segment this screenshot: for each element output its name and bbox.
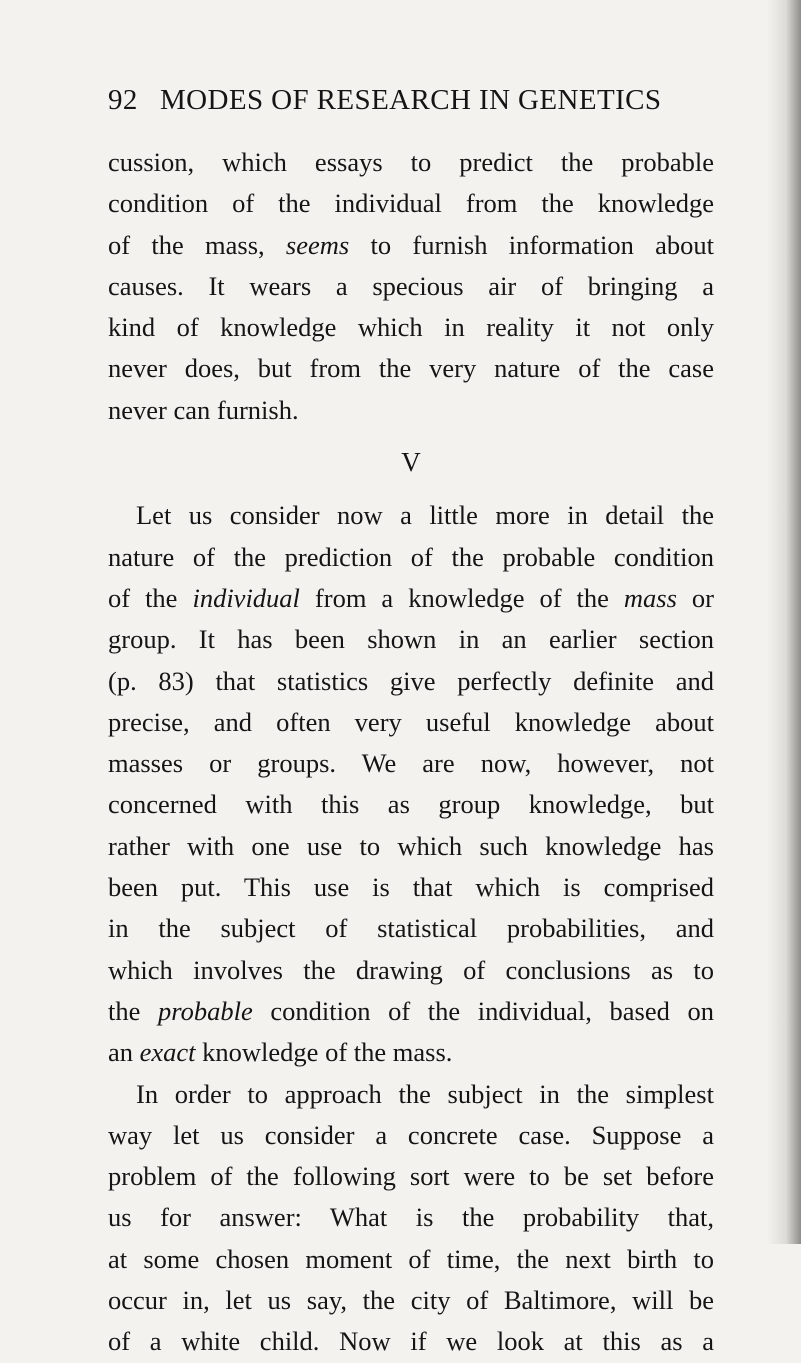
text-run: condition of the individual, based on xyxy=(252,995,714,1026)
text-line: (p. 83) that statistics give perfectly definite and xyxy=(108,665,714,696)
emphasis-seems: seems xyxy=(285,229,350,260)
text-line: of a white child. Now if we look at this as a xyxy=(108,1326,714,1357)
text-line: which involves the drawing of conclusions as to xyxy=(108,954,714,985)
text-run: from a knowledge of the xyxy=(299,582,624,613)
text-line: In order to approach the subject in the simplest xyxy=(136,1078,714,1109)
text-line xyxy=(108,225,714,266)
text-run: to furnish information about xyxy=(349,229,714,260)
text-line: never can furnish. xyxy=(108,394,299,425)
text-line: group. It has been shown in an earlier section xyxy=(108,624,714,655)
text-line: kind of knowledge which in reality it not only xyxy=(108,312,714,343)
text-line: precise, and often very useful knowledge about xyxy=(108,706,714,737)
text-line: masses or groups. We are now, however, not xyxy=(108,748,714,779)
emphasis-exact: exact xyxy=(139,1037,196,1068)
page-edge-shadow xyxy=(767,0,801,1244)
text-run: the xyxy=(108,995,159,1026)
text-line: at some chosen moment of time, the next birth to xyxy=(108,1243,714,1274)
running-title: MODES OF RESEARCH IN GENETICS xyxy=(160,84,662,116)
text-run: knowledge of the mass. xyxy=(195,1037,453,1068)
section-heading: V xyxy=(401,447,421,478)
text-line: cussion, which essays to predict the probable xyxy=(108,147,714,177)
emphasis-individual: individual xyxy=(192,582,300,613)
text-line: never does, but from the very nature of the case xyxy=(108,353,714,384)
text-run: an xyxy=(108,1037,140,1068)
text-line xyxy=(108,1032,714,1073)
text-line: been put. This use is that which is comprised xyxy=(108,872,714,903)
text-line: problem of the following sort were to be set before xyxy=(108,1161,714,1192)
text-line: Let us consider now a little more in detail the xyxy=(136,500,714,531)
text-line: rather with one use to which such knowledge has xyxy=(108,830,714,861)
text-line: condition of the individual from the knowledge xyxy=(108,188,714,219)
page-number: 92 xyxy=(108,84,138,116)
text-line: us for answer: What is the probability that, xyxy=(108,1202,714,1233)
body-text xyxy=(108,142,714,1363)
text-line: in the subject of statistical probabilities, and xyxy=(108,913,714,944)
text-run: of the xyxy=(108,582,193,613)
running-header xyxy=(108,84,708,117)
text-run: of the mass, xyxy=(108,229,286,260)
text-line xyxy=(108,991,714,1032)
emphasis-mass: mass xyxy=(623,582,677,613)
text-line: nature of the prediction of the probable condition xyxy=(108,541,714,572)
text-line: way let us consider a concrete case. Suppose a xyxy=(108,1119,714,1150)
text-line: concerned with this as group knowledge, but xyxy=(108,789,714,820)
text-line: occur in, let us say, the city of Baltimore, will be xyxy=(108,1285,714,1316)
emphasis-probable: probable xyxy=(158,995,253,1026)
text-line: causes. It wears a specious air of bringing a xyxy=(108,270,714,301)
text-run: or xyxy=(676,582,715,613)
text-line xyxy=(108,578,714,619)
